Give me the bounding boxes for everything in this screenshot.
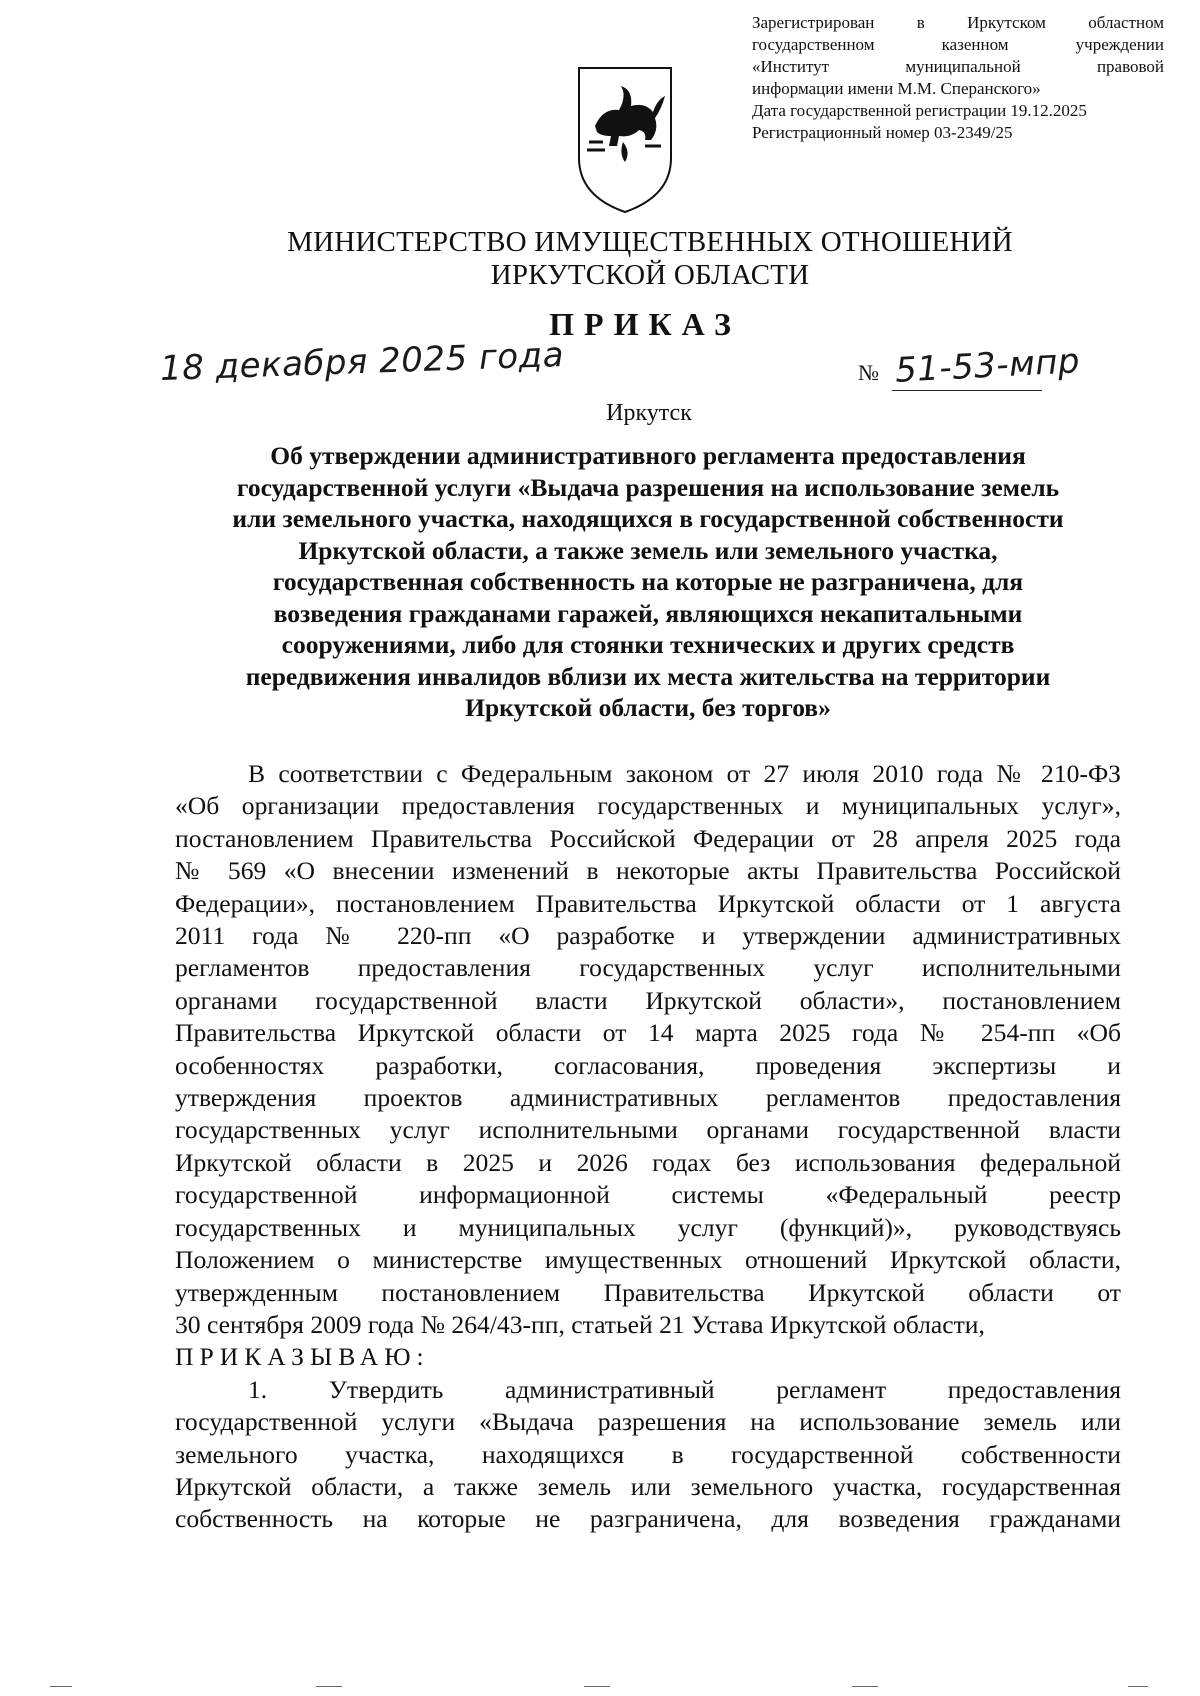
preamble-line: государственной информационной системы «Федеральный реестр: [175, 1180, 1121, 1210]
stamp-line: государственном казенном учреждении: [752, 35, 1164, 54]
stamp-line: Дата государственной регистрации 19.12.2025: [752, 101, 1087, 120]
ministry-name: [160, 226, 1140, 292]
ministry-line: МИНИСТЕРСТВО ИМУЩЕСТВЕННЫХ ОТНОШЕНИЙ: [287, 226, 1013, 258]
scan-artifact: [316, 1686, 342, 1687]
preamble-line: № 569 «О внесении изменений в некоторые акты Правительства Российской: [175, 856, 1121, 886]
title-line: Об утверждении административного регламента предоставления: [270, 441, 1026, 470]
title-line: возведения гражданами гаражей, являющихся некапитальными: [273, 598, 1023, 628]
title-line: сооружениями, либо для стоянки технических и других средств: [281, 630, 1015, 659]
item-line: Иркутской области, а также земель или земельного участка, государственная: [175, 1471, 1121, 1501]
preamble-line: государственных и муниципальных услуг (функций)», руководствуясь: [175, 1212, 1121, 1242]
item-line: 1. Утвердить административный регламент предоставления: [248, 1374, 1121, 1404]
handwritten-number: 51-53-мпр: [894, 341, 1081, 391]
scan-artifact: [852, 1686, 878, 1687]
document-body: [175, 758, 1121, 1536]
preamble-line: Иркутской области в 2025 и 2026 годах без использования федеральной: [175, 1147, 1121, 1177]
stamp-line: «Институт муниципальной правовой: [752, 57, 1164, 76]
scan-artifact: [584, 1686, 610, 1687]
preamble-line: В соответствии с Федеральным законом от 27 июля 2010 года № 210-ФЗ: [248, 759, 1121, 788]
preamble-line: регламентов предоставления государственных услуг исполнительными: [175, 953, 1121, 983]
irkutsk-coat-of-arms-icon: [575, 66, 675, 214]
handwritten-date: 18 декабря 2025 года: [159, 334, 565, 390]
preamble-line: утвержденным постановлением Правительства Иркутской области от: [175, 1277, 1121, 1307]
preamble-line: Федерации», постановлением Правительства Иркутской области от 1 августа: [175, 888, 1121, 918]
preamble-line: 2011 года № 220-пп «О разработке и утверждении административных: [175, 921, 1121, 951]
title-line: Иркутской области, без торгов»: [465, 693, 831, 722]
title-line: передвижения инвалидов вблизи их места жительства на территории: [245, 661, 1051, 691]
title-line: Иркутской области, а также земель или земельного участка,: [298, 535, 998, 565]
preamble-line: 30 сентября 2009 года № 264/43-пп, статьей 21 Устава Иркутской области,: [175, 1309, 985, 1339]
ministry-line: ИРКУТСКОЙ ОБЛАСТИ: [490, 259, 810, 291]
document-title: [175, 440, 1121, 724]
item-line: земельного участка, находящихся в государственной собственности: [175, 1439, 1121, 1469]
preamble-line: постановлением Правительства Российской Федерации от 28 апреля 2025 года: [175, 823, 1121, 853]
title-line: государственная собственность на которые не разграничена, для: [272, 567, 1024, 596]
number-label: №: [858, 360, 879, 385]
title-line: государственной услуги «Выдача разрешения на использование земель: [236, 472, 1060, 502]
stamp-line: Зарегистрирован в Иркутском областном: [752, 13, 1164, 32]
preamble-line: «Об организации предоставления государственных и муниципальных услуг»,: [175, 791, 1121, 821]
preamble-line: особенностях разработки, согласования, проведения экспертизы и: [175, 1050, 1121, 1080]
preamble-line: государственных услуг исполнительными органами государственной власти: [175, 1115, 1121, 1145]
item-line: собственность на которые не разграничена, для возведения гражданами: [175, 1504, 1121, 1534]
title-line: или земельного участка, находящихся в государственной собственности: [232, 504, 1064, 533]
city: Иркутск: [606, 400, 692, 426]
item-line: государственной услуги «Выдача разрешения на использование земель или: [175, 1407, 1121, 1437]
scan-artifact: [50, 1686, 72, 1687]
scan-artifact: [1128, 1686, 1148, 1687]
registration-stamp: [752, 12, 1164, 144]
order-word: ПРИКАЗЫВАЮ:: [175, 1342, 430, 1372]
stamp-line: информации имени М.М. Сперанского»: [752, 79, 1041, 98]
preamble-line: органами государственной власти Иркутской области», постановлением: [175, 985, 1121, 1015]
stamp-line: Регистрационный номер 03-2349/25: [752, 123, 1013, 142]
number-underline: [892, 390, 1042, 391]
preamble-line: Правительства Иркутской области от 14 марта 2025 года № 254-пп «Об: [175, 1018, 1121, 1048]
preamble-line: утверждения проектов административных регламентов предоставления: [175, 1083, 1121, 1113]
preamble-line: Положением о министерстве имущественных отношений Иркутской области,: [175, 1245, 1121, 1275]
document-type: ПРИКАЗ: [549, 306, 741, 342]
